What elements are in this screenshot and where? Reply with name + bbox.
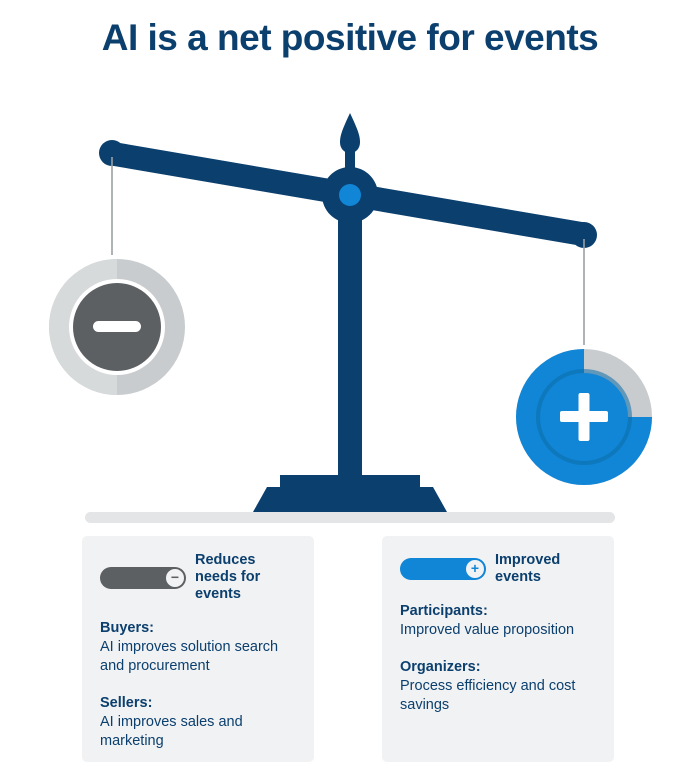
- entry-title-sellers: Sellers:: [100, 694, 153, 711]
- toggle-negative[interactable]: [100, 567, 186, 589]
- entry-title-participants: Participants:: [400, 603, 488, 620]
- toggle-knob-negative: [165, 568, 185, 588]
- plus-icon: +: [470, 560, 480, 577]
- scale-pivot-inner: [339, 184, 361, 206]
- scale-column: [338, 190, 362, 480]
- balance-scale-illustration: [0, 95, 700, 535]
- legend-label-negative: Reduces needs for events: [195, 552, 261, 603]
- scale-base: [253, 487, 447, 512]
- legend-panel-positive: [382, 536, 614, 762]
- entry-participants: [400, 602, 596, 640]
- legend-row-negative: [100, 552, 296, 603]
- entry-text-organizers: Process efficiency and cost savings: [400, 677, 576, 713]
- entry-text-participants: Improved value proposition: [400, 622, 575, 639]
- entry-title-organizers: Organizers:: [400, 658, 481, 675]
- page-title: AI is a net positive for events: [101, 17, 599, 58]
- legend-label-positive: Improved events: [495, 552, 561, 586]
- entry-text-buyers: AI improves solution search and procurement: [100, 639, 279, 675]
- entry-buyers: [100, 619, 296, 676]
- entry-text-sellers: AI improves sales and marketing: [100, 713, 243, 749]
- left-weight-negative: [49, 259, 185, 395]
- base-shadow: [85, 512, 615, 523]
- toggle-positive[interactable]: [400, 558, 486, 580]
- entry-organizers: [400, 658, 596, 715]
- legend-panel-negative: [82, 536, 314, 762]
- entry-sellers: [100, 694, 296, 751]
- entry-title-buyers: Buyers:: [100, 620, 154, 637]
- scale-finial: [340, 113, 360, 153]
- right-weight-positive: [516, 349, 652, 485]
- legend-row-positive: [400, 552, 596, 586]
- minus-icon: −: [170, 568, 180, 585]
- toggle-knob-positive: [465, 559, 485, 579]
